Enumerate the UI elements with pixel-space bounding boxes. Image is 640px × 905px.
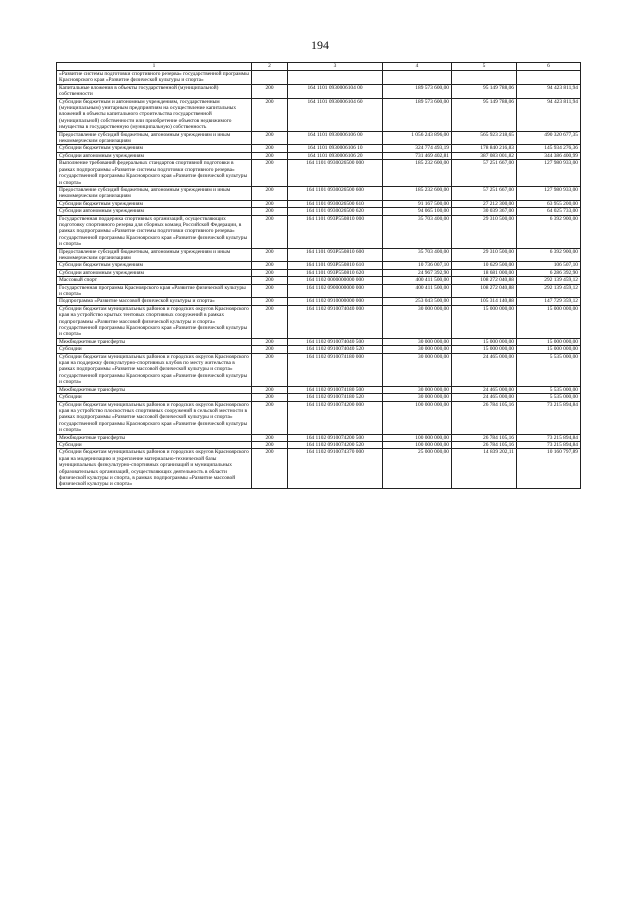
amount-planned-cell: 30 000 000,00 <box>383 386 452 393</box>
table-row <box>57 208 581 215</box>
budget-code-cell: 164 1101 093P550810 000 <box>288 215 383 248</box>
table-row <box>57 152 581 159</box>
amount-executed-cell: 24 465 000,00 <box>452 386 517 393</box>
amount-remaining-cell: 63 955 200,00 <box>517 200 581 207</box>
amount-planned-cell: 25 000 000,00 <box>383 449 452 488</box>
table-row <box>57 305 581 338</box>
amount-executed-cell: 26 784 105,16 <box>452 401 517 434</box>
table-row <box>57 248 581 262</box>
amount-remaining-cell: 73 215 894,84 <box>517 401 581 434</box>
amount-executed-cell: 57 251 667,00 <box>452 160 517 187</box>
amount-planned-cell: 731 469 402,81 <box>383 152 452 159</box>
budget-code-cell: 164 1101 093P550810 610 <box>288 262 383 269</box>
amount-executed-cell: 95 149 788,06 <box>452 84 517 98</box>
item-name-cell: Субсидии бюджетным и автономным учреждениям, государственным (муниципальным) унитарным предприятиям на осуществление капитальных вложений в объекты капитального строительства государственной (муниципальной) собственности или приобретение объектов недвижимого имущества в государственную (муниципальную) собственность <box>57 98 252 131</box>
code-cell: 200 <box>252 394 288 401</box>
amount-planned-cell: 400 411 500,00 <box>383 284 452 298</box>
amount-remaining-cell: 6 392 900,00 <box>517 215 581 248</box>
table-row <box>57 284 581 298</box>
budget-code-cell: 164 1102 0910074180 520 <box>288 394 383 401</box>
amount-remaining-cell: 15 000 000,00 <box>517 346 581 353</box>
code-cell: 200 <box>252 208 288 215</box>
table-row <box>57 386 581 393</box>
amount-planned-cell: 189 573 600,00 <box>383 84 452 98</box>
budget-code-cell: 164 1102 0910074370 000 <box>288 449 383 488</box>
item-name-cell: Межбюджетные трансферты <box>57 338 252 345</box>
code-cell: 200 <box>252 98 288 131</box>
table-row <box>57 269 581 276</box>
amount-executed-cell: 10 629 500,00 <box>452 262 517 269</box>
amount-executed-cell: 24 465 000,00 <box>452 353 517 386</box>
amount-remaining-cell: 5 535 000,00 <box>517 386 581 393</box>
amount-remaining-cell: 292 139 459,12 <box>517 277 581 284</box>
amount-planned-cell <box>383 71 452 85</box>
code-cell: 200 <box>252 386 288 393</box>
amount-remaining-cell: 94 423 811,94 <box>517 98 581 131</box>
amount-remaining-cell: 292 139 459,12 <box>517 284 581 298</box>
budget-code-cell: 164 1102 0910074040 500 <box>288 338 383 345</box>
amount-remaining-cell: 6 392 900,00 <box>517 248 581 262</box>
amount-executed-cell: 57 251 667,00 <box>452 186 517 200</box>
column-number: 6 <box>517 63 581 71</box>
code-cell: 200 <box>252 441 288 448</box>
amount-executed-cell: 105 314 140,88 <box>452 298 517 305</box>
budget-code-cell: 164 1102 0910074040 000 <box>288 305 383 338</box>
column-number: 1 <box>57 63 252 71</box>
amount-planned-cell: 100 000 000,00 <box>383 401 452 434</box>
code-cell: 200 <box>252 84 288 98</box>
amount-planned-cell: 30 000 000,00 <box>383 305 452 338</box>
item-name-cell: Межбюджетные трансферты <box>57 434 252 441</box>
item-name-cell: Субсидии бюджетам муниципальных районов и городских округов Красноярского края на поддержку физкультурно-спортивных клубов по месту жительства в рамках подпрограммы «Развитие массовой физической культуры и спорта» государственной программы Красноярского края «Развитие физической культуры и спорта» <box>57 353 252 386</box>
table-row <box>57 98 581 131</box>
table-row <box>57 394 581 401</box>
amount-executed-cell: 24 465 000,00 <box>452 394 517 401</box>
amount-planned-cell: 10 736 007,10 <box>383 262 452 269</box>
table-row <box>57 145 581 152</box>
column-number-row <box>57 63 581 71</box>
amount-executed-cell: 30 039 367,00 <box>452 208 517 215</box>
amount-remaining-cell: 15 000 000,00 <box>517 305 581 338</box>
column-number: 4 <box>383 63 452 71</box>
amount-planned-cell: 24 967 392,90 <box>383 269 452 276</box>
item-name-cell: Субсидии бюджетным учреждениям <box>57 200 252 207</box>
amount-remaining-cell: 64 025 733,00 <box>517 208 581 215</box>
budget-code-cell: 164 1101 0930006104 00 <box>288 84 383 98</box>
column-number: 2 <box>252 63 288 71</box>
item-name-cell: Субсидии автономным учреждениям <box>57 208 252 215</box>
amount-executed-cell: 15 000 000,00 <box>452 346 517 353</box>
code-cell: 200 <box>252 353 288 386</box>
item-name-cell: Субсидии <box>57 394 252 401</box>
amount-executed-cell: 27 212 300,00 <box>452 200 517 207</box>
amount-planned-cell: 100 000 000,00 <box>383 441 452 448</box>
table-row <box>57 200 581 207</box>
amount-executed-cell: 387 083 001,82 <box>452 152 517 159</box>
budget-code-cell: 164 1102 0910074180 000 <box>288 353 383 386</box>
item-name-cell: Предоставление субсидий бюджетным, автономным учреждениям и иным некоммерческим организациям <box>57 131 252 145</box>
amount-executed-cell: 95 149 788,06 <box>452 98 517 131</box>
budget-code-cell <box>288 71 383 85</box>
table-row <box>57 215 581 248</box>
amount-remaining-cell <box>517 71 581 85</box>
amount-planned-cell: 324 774 493,19 <box>383 145 452 152</box>
budget-code-cell: 164 1101 0930006106 00 <box>288 131 383 145</box>
amount-executed-cell: 14 839 202,11 <box>452 449 517 488</box>
column-number: 5 <box>452 63 517 71</box>
amount-planned-cell: 91 167 500,00 <box>383 200 452 207</box>
item-name-cell: Субсидии автономным учреждениям <box>57 269 252 276</box>
code-cell: 200 <box>252 338 288 345</box>
budget-code-cell: 164 1102 0910074040 520 <box>288 346 383 353</box>
amount-executed-cell: 18 681 000,00 <box>452 269 517 276</box>
amount-planned-cell: 253 043 500,00 <box>383 298 452 305</box>
amount-remaining-cell: 5 535 000,00 <box>517 353 581 386</box>
code-cell: 200 <box>252 186 288 200</box>
item-name-cell: Массовый спорт <box>57 277 252 284</box>
code-cell: 200 <box>252 305 288 338</box>
amount-executed-cell: 178 840 216,83 <box>452 145 517 152</box>
table-row <box>57 131 581 145</box>
code-cell: 200 <box>252 145 288 152</box>
amount-executed-cell: 29 310 500,00 <box>452 215 517 248</box>
item-name-cell: Подпрограмма «Развитие массовой физической культуры и спорта» <box>57 298 252 305</box>
item-name-cell: Предоставление субсидий бюджетным, автономным учреждениям и иным некоммерческим организациям <box>57 248 252 262</box>
table-row <box>57 262 581 269</box>
amount-planned-cell: 100 000 000,00 <box>383 434 452 441</box>
amount-executed-cell: 29 310 500,00 <box>452 248 517 262</box>
table-row <box>57 346 581 353</box>
budget-code-cell: 164 1102 0900000000 000 <box>288 284 383 298</box>
item-name-cell: Выполнение требований федеральных стандартов спортивной подготовки в рамках подпрограммы «Развитие системы подготовки спортивного резерва» государственной программы Красноярского края «Развитие физической культуры и спорта» <box>57 160 252 187</box>
budget-code-cell: 164 1101 0930006104 60 <box>288 98 383 131</box>
table-row <box>57 449 581 488</box>
item-name-cell: «Развитие системы подготовки спортивного резерва» государственной программы Красноярского края «Развитие физической культуры и спорта» <box>57 71 252 85</box>
budget-code-cell: 164 1102 0910074180 500 <box>288 386 383 393</box>
table-row <box>57 401 581 434</box>
budget-code-cell: 164 1101 0930026500 610 <box>288 200 383 207</box>
amount-planned-cell: 30 000 000,00 <box>383 394 452 401</box>
amount-remaining-cell: 145 934 276,36 <box>517 145 581 152</box>
amount-executed-cell: 108 272 040,88 <box>452 284 517 298</box>
amount-planned-cell: 30 000 000,00 <box>383 353 452 386</box>
table-row <box>57 84 581 98</box>
code-cell: 200 <box>252 160 288 187</box>
amount-remaining-cell: 147 729 359,12 <box>517 298 581 305</box>
item-name-cell: Субсидии <box>57 441 252 448</box>
table-row <box>57 277 581 284</box>
item-name-cell: Межбюджетные трансферты <box>57 386 252 393</box>
amount-remaining-cell: 127 980 933,00 <box>517 186 581 200</box>
code-cell: 200 <box>252 262 288 269</box>
code-cell: 200 <box>252 434 288 441</box>
budget-table <box>56 62 581 489</box>
budget-code-cell: 164 1101 0930026500 600 <box>288 186 383 200</box>
code-cell: 200 <box>252 200 288 207</box>
item-name-cell: Субсидии бюджетным учреждениям <box>57 145 252 152</box>
amount-remaining-cell: 73 215 894,84 <box>517 434 581 441</box>
budget-code-cell: 164 1102 0000000000 000 <box>288 277 383 284</box>
amount-executed-cell: 15 000 000,00 <box>452 305 517 338</box>
amount-executed-cell: 565 923 218,65 <box>452 131 517 145</box>
code-cell: 200 <box>252 401 288 434</box>
item-name-cell: Субсидии бюджетам муниципальных районов и городских округов Красноярского края на устройство крытых тентовых спортивных сооружений в рамках подпрограммы «Развитие массовой физической культуры и спорта» государственной программы Красноярского края «Развитие физической культуры и спорта» <box>57 305 252 338</box>
amount-planned-cell: 185 232 600,00 <box>383 186 452 200</box>
budget-code-cell: 164 1101 0930006106 20 <box>288 152 383 159</box>
code-cell <box>252 71 288 85</box>
code-cell: 200 <box>252 248 288 262</box>
amount-planned-cell: 1 056 243 896,00 <box>383 131 452 145</box>
amount-remaining-cell: 94 423 811,94 <box>517 84 581 98</box>
table-row <box>57 338 581 345</box>
amount-planned-cell: 185 232 600,00 <box>383 160 452 187</box>
code-cell: 200 <box>252 269 288 276</box>
item-name-cell: Государственная программа Красноярского края «Развитие физической культуры и спорта» <box>57 284 252 298</box>
item-name-cell: Государственная поддержка спортивных организаций, осуществляющих подготовку спортивного резерва для сборных команд Российской Федерации, в рамках подпрограммы «Развитие системы подготовки спортивного резерва» государственной программы Красноярского края «Развитие физической культуры и спорта» <box>57 215 252 248</box>
item-name-cell: Субсидии бюджетам муниципальных районов и городских округов Красноярского края на устройство плоскостных спортивных сооружений в сельской местности в рамках подпрограммы «Развитие массовой физической культуры и спорта» государственной программы Красноярского края «Развитие физической культуры и спорта» <box>57 401 252 434</box>
budget-code-cell: 164 1102 0910074200 000 <box>288 401 383 434</box>
code-cell: 200 <box>252 215 288 248</box>
amount-planned-cell: 189 573 600,00 <box>383 98 452 131</box>
budget-code-cell: 164 1101 0930006106 10 <box>288 145 383 152</box>
item-name-cell: Предоставление субсидий бюджетным, автономным учреждениям и иным некоммерческим организациям <box>57 186 252 200</box>
amount-executed-cell: 15 000 000,00 <box>452 338 517 345</box>
amount-remaining-cell: 6 286 392,90 <box>517 269 581 276</box>
code-cell: 200 <box>252 284 288 298</box>
table-row <box>57 298 581 305</box>
amount-planned-cell: 30 000 000,00 <box>383 338 452 345</box>
code-cell: 200 <box>252 277 288 284</box>
code-cell: 200 <box>252 152 288 159</box>
table-row <box>57 441 581 448</box>
budget-code-cell: 164 1101 093P550810 600 <box>288 248 383 262</box>
budget-code-cell: 164 1102 0910074200 520 <box>288 441 383 448</box>
budget-code-cell: 164 1102 0910074200 500 <box>288 434 383 441</box>
budget-code-cell: 164 1101 093P550810 620 <box>288 269 383 276</box>
budget-code-cell: 164 1101 0930026500 620 <box>288 208 383 215</box>
amount-remaining-cell: 73 215 894,84 <box>517 441 581 448</box>
code-cell: 200 <box>252 298 288 305</box>
code-cell: 200 <box>252 131 288 145</box>
code-cell: 200 <box>252 449 288 488</box>
amount-remaining-cell: 5 535 000,00 <box>517 394 581 401</box>
amount-executed-cell: 26 784 105,16 <box>452 434 517 441</box>
amount-remaining-cell: 344 386 400,99 <box>517 152 581 159</box>
amount-planned-cell: 35 703 400,00 <box>383 248 452 262</box>
amount-executed-cell <box>452 71 517 85</box>
code-cell: 200 <box>252 346 288 353</box>
amount-remaining-cell: 127 980 933,00 <box>517 160 581 187</box>
page-number: 194 <box>311 38 329 52</box>
budget-code-cell: 164 1102 0910000000 000 <box>288 298 383 305</box>
table-row <box>57 186 581 200</box>
item-name-cell: Субсидии <box>57 346 252 353</box>
item-name-cell: Субсидии автономным учреждениям <box>57 152 252 159</box>
table-row <box>57 160 581 187</box>
amount-remaining-cell: 10 160 797,89 <box>517 449 581 488</box>
column-number: 3 <box>288 63 383 71</box>
item-name-cell: Субсидии бюджетам муниципальных районов и городских округов Красноярского края на модернизацию и укрепление материально-технической базы муниципальных физкультурно-спортивных организаций и муниципальных образовательных организаций, осуществляющих деятельность в области физической культуры и спорта, в рамках подпрограммы «Развитие массовой физической культуры и спорта» <box>57 449 252 488</box>
item-name-cell: Капитальные вложения в объекты государственной (муниципальной) собственности <box>57 84 252 98</box>
amount-remaining-cell: 15 000 000,00 <box>517 338 581 345</box>
table-row <box>57 353 581 386</box>
amount-executed-cell: 108 272 040,88 <box>452 277 517 284</box>
item-name-cell: Субсидии бюджетным учреждениям <box>57 262 252 269</box>
budget-code-cell: 164 1101 0930026500 000 <box>288 160 383 187</box>
amount-planned-cell: 400 411 500,00 <box>383 277 452 284</box>
amount-executed-cell: 26 784 105,16 <box>452 441 517 448</box>
amount-planned-cell: 30 000 000,00 <box>383 346 452 353</box>
table-row <box>57 434 581 441</box>
amount-remaining-cell: 490 320 677,35 <box>517 131 581 145</box>
table-row <box>57 71 581 85</box>
amount-remaining-cell: 106 507,10 <box>517 262 581 269</box>
amount-planned-cell: 94 065 100,00 <box>383 208 452 215</box>
amount-planned-cell: 35 703 400,00 <box>383 215 452 248</box>
